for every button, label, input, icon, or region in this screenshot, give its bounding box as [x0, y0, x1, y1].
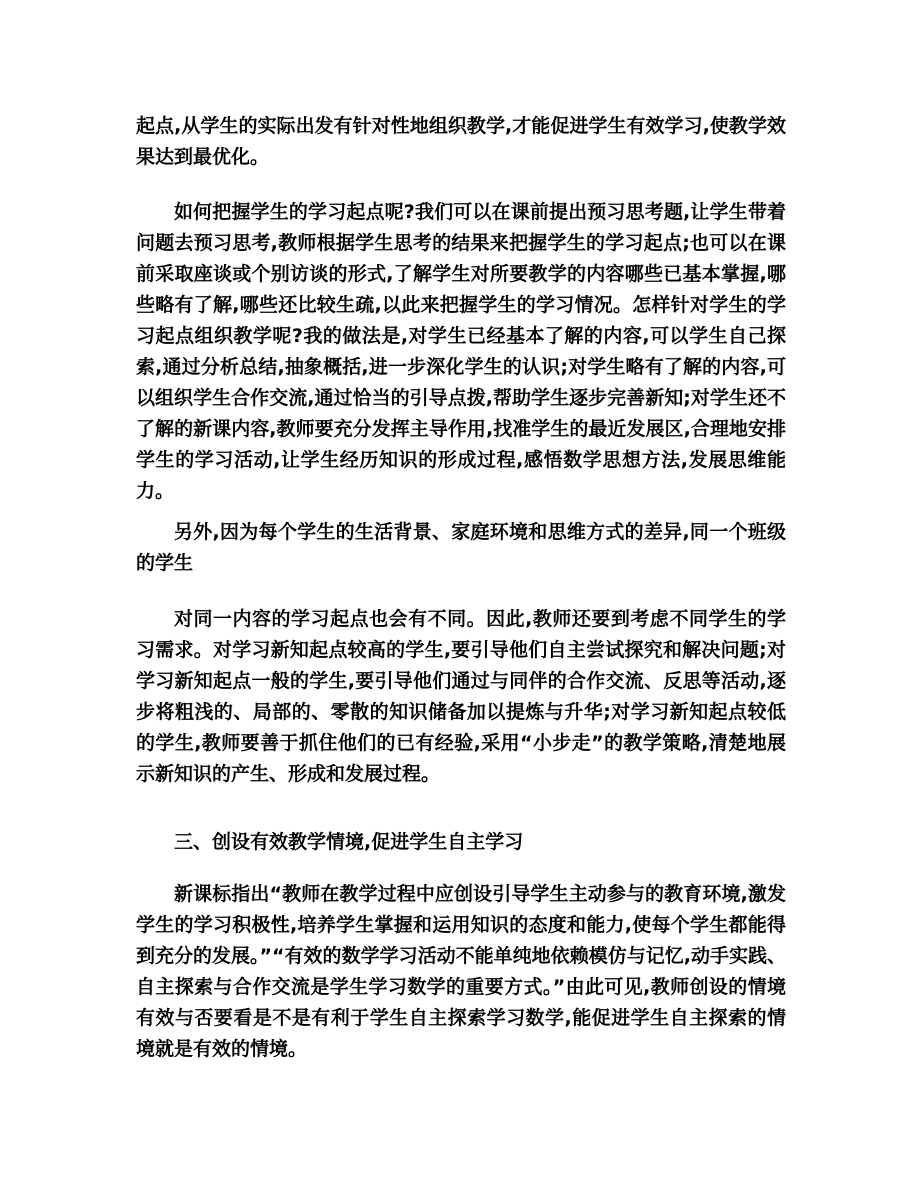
paragraph-different-needs: 对同一内容的学习起点也会有不同。因此,教师还要到考虑不同学生的学习需求。对学习新知起点较高的学生,要引导他们自主尝试探究和解决问题;对学习新知起点一般的学生,要引导他们通过与同伴的合作交流、反思等活动,逐步将粗浅的、局部的、零散的知识储备加以提炼与升华;对学习新知起点较低的学生,教师要善于抓住他们的已有经验,采用“小步走”的教学策略,清楚地展示新知识的产生、形成和发展过程。 [136, 608, 786, 785]
paragraph-student-differences: 另外,因为每个学生的生活背景、家庭环境和思维方式的差异,同一个班级的学生 [136, 521, 786, 574]
paragraph-continuation: 起点,从学生的实际出发有针对性地组织教学,才能促进学生有效学习,使教学效果达到最优化。 [136, 115, 786, 168]
paragraph-new-curriculum: 新课标指出“教师在教学过程中应创设引导学生主动参与的教育环境,激发学生的学习积极性,培养学生掌握和运用知识的态度和能力,使每个学生都能得到充分的发展。”“有效的数学学习活动不能单纯地依赖模仿与记忆,动手实践、自主探索与合作交流是学生学习数学的重要方式。”由此可见,教师创设的情境有效与否要看是不是有利于学生自主探索学习数学,能促进学生自主探索的情境就是有效的情境。 [136, 883, 786, 1060]
section-heading-three: 三、创设有效教学情境,促进学生自主学习 [174, 831, 524, 853]
paragraph-learning-start-point: 如何把握学生的学习起点呢?我们可以在课前提出预习思考题,让学生带着问题去预习思考,教师根据学生思考的结果来把握学生的学习起点;也可以在课前采取座谈或个别访谈的形式,了解学生对所要教学的内容哪些已基本掌握,哪些略有了解,哪些还比较生疏,以此来把握学生的学习情况。怎样针对学生的学习起点组织教学呢?我的做法是,对学生已经基本了解的内容,可以学生自己探索,通过分析总结,抽象概括,进一步深化学生的认识;对学生略有了解的内容,可以组织学生合作交流,通过恰当的引导点拨,帮助学生逐步完善新知;对学生还不了解的新课内容,教师要充分发挥主导作用,找准学生的最近发展区,合理地安排学生的学习活动,让学生经历知识的形成过程,感悟数学思想方法,发展思维能力。 [136, 201, 786, 502]
